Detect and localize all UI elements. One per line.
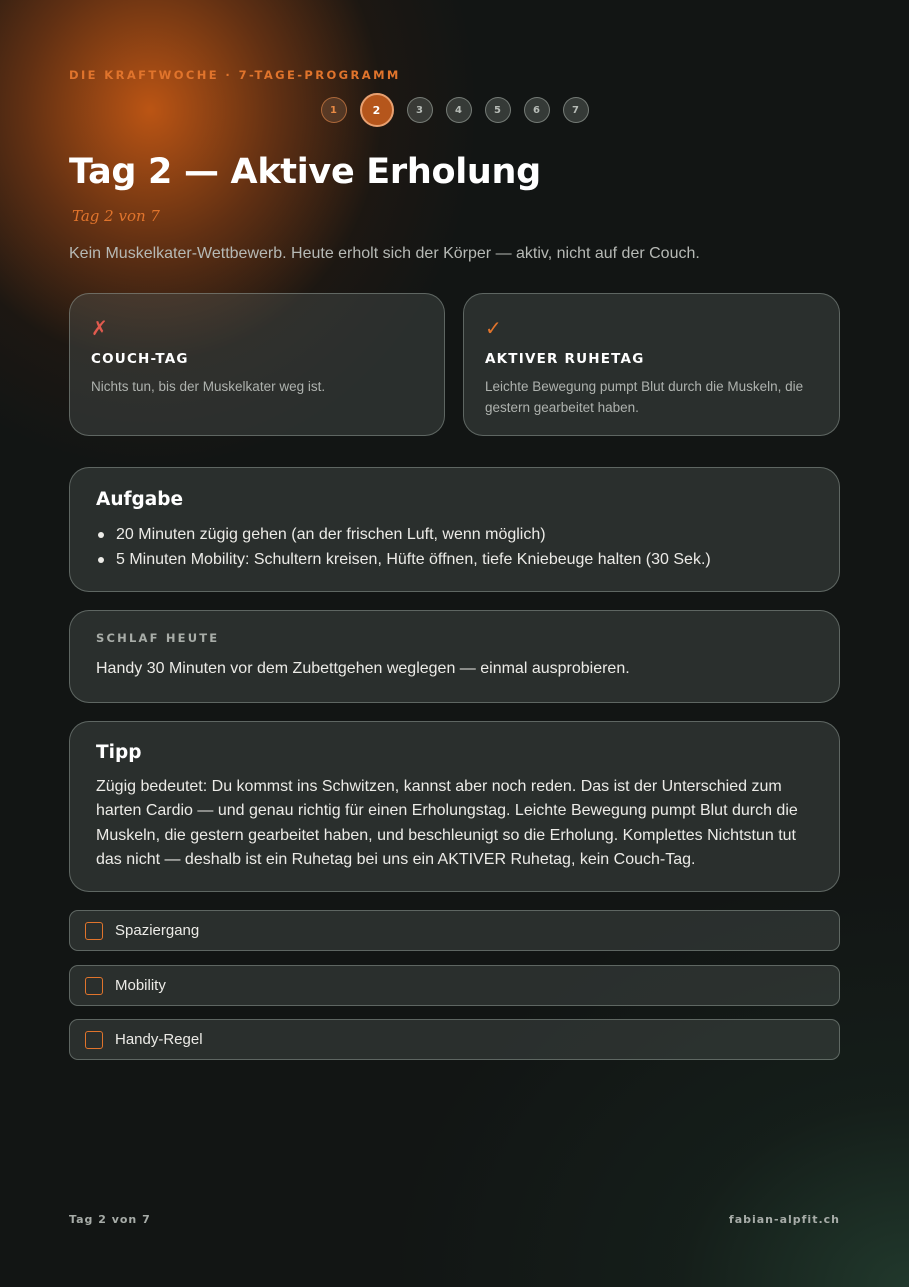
active-rest-card xyxy=(463,293,840,436)
footer-day-indicator: Tag 2 von 7 xyxy=(69,1213,151,1226)
couch-day-text: Nichts tun, bis der Muskelkater weg ist. xyxy=(91,379,326,394)
intro-text: Kein Muskelkater-Wettbewerb. Heute erholt sich der Körper — aktiv, nicht auf der Couch. xyxy=(69,245,700,262)
checklist-label: Handy-Regel xyxy=(115,1031,203,1048)
sleep-label: SCHLAF HEUTE xyxy=(96,631,220,645)
program-eyebrow: DIE KRAFTWOCHE · 7-TAGE-PROGRAMM xyxy=(69,68,401,82)
checklist-item-mobility[interactable] xyxy=(69,965,840,1006)
checkbox[interactable] xyxy=(85,1031,103,1049)
step-4[interactable]: 4 xyxy=(446,97,472,123)
sleep-card xyxy=(69,610,840,703)
checkbox[interactable] xyxy=(85,922,103,940)
task-card xyxy=(69,467,840,592)
step-3[interactable]: 3 xyxy=(407,97,433,123)
cross-icon: ✗ xyxy=(91,318,108,340)
checkbox[interactable] xyxy=(85,977,103,995)
tip-card xyxy=(69,721,840,892)
footer-website: fabian-alpfit.ch xyxy=(728,1213,840,1226)
day-subtitle: Tag 2 von 7 xyxy=(72,207,160,225)
checklist-label: Spaziergang xyxy=(115,922,200,939)
step-2[interactable]: 2 xyxy=(360,93,394,127)
active-rest-text: Leichte Bewegung pumpt Blut durch die Muskeln, die gestern gearbeitet haben. xyxy=(485,379,804,415)
task-list xyxy=(96,522,815,572)
list-item: 5 Minuten Mobility: Schultern kreisen, Hüfte öffnen, tiefe Kniebeuge halten (30 Sek.) xyxy=(96,547,815,572)
checklist-item-handy-regel[interactable] xyxy=(69,1019,840,1060)
tip-text: Zügig bedeutet: Du kommst ins Schwitzen, kannst aber noch reden. Das ist der Unterschied zum harten Cardio — und genau richtig für einen Erholungstag. Leichte Bewegung pumpt Blut durch die Muskeln, die gestern gearbeitet haben, und beschleunigt so die Erholung. Komplettes Nichtstun tut das nicht — deshalb ist ein Ruhetag bei uns ein AKTIVER Ruhetag, kein Couch-Tag. xyxy=(96,778,798,869)
step-1[interactable]: 1 xyxy=(321,97,347,123)
couch-day-title: COUCH-TAG xyxy=(91,351,189,367)
active-rest-title: AKTIVER RUHETAG xyxy=(485,351,645,367)
task-title: Aufgabe xyxy=(96,489,184,510)
page-title: Tag 2 — Aktive Erholung xyxy=(69,152,541,192)
couch-day-card xyxy=(69,293,445,436)
day-stepper xyxy=(0,93,909,127)
step-5[interactable]: 5 xyxy=(485,97,511,123)
checklist-item-spaziergang[interactable] xyxy=(69,910,840,951)
checklist-label: Mobility xyxy=(115,977,166,994)
step-7[interactable]: 7 xyxy=(563,97,589,123)
step-6[interactable]: 6 xyxy=(524,97,550,123)
list-item: 20 Minuten zügig gehen (an der frischen Luft, wenn möglich) xyxy=(96,522,815,547)
checkmark-icon: ✓ xyxy=(485,318,502,340)
sleep-text: Handy 30 Minuten vor dem Zubettgehen weglegen — einmal ausprobieren. xyxy=(96,660,630,677)
tip-title: Tipp xyxy=(96,742,142,763)
